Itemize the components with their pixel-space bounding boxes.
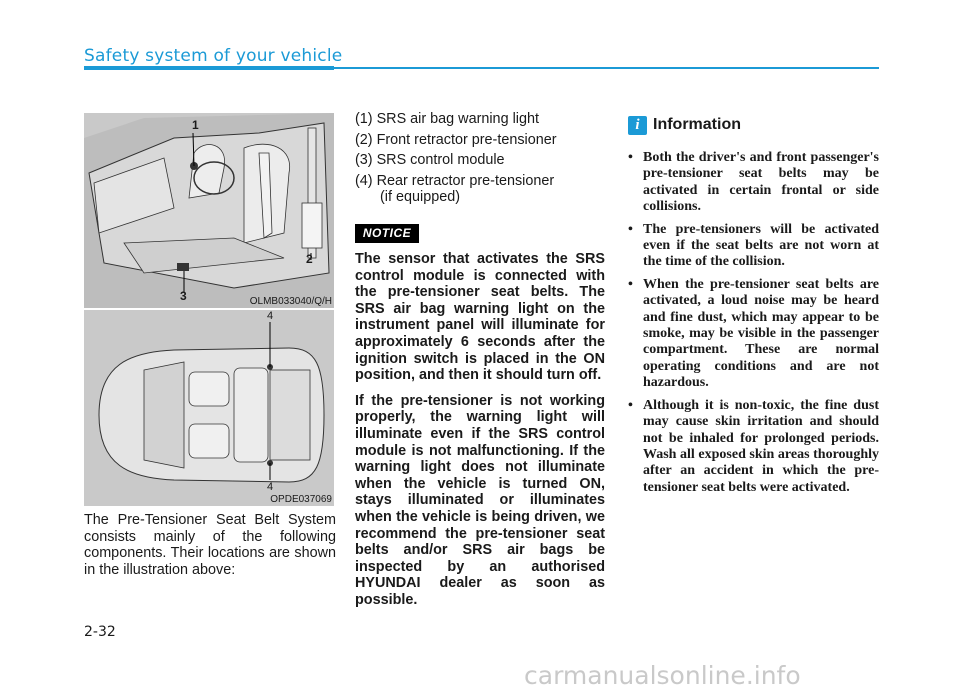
header-accent-bar: [84, 66, 334, 70]
notice-paragraph: If the pre-tensioner is not working properly, the warning light will illuminate even if the SRS control module is not malfunctioning. If the warning light does not illuminate when the vehicle is turned ON, stays illuminated or illuminates when the vehicle is being driven, we recommend the pre-tensioner seat belts and/or SRS air bags be inspected by an authorised HYUNDAI dealer as soon as possible.: [355, 392, 605, 608]
car-interior-drawing: [84, 113, 334, 308]
list-item: [355, 132, 605, 149]
callout-3: 3: [180, 289, 187, 303]
watermark: carmanualsonline.info: [524, 661, 801, 690]
component-list: [355, 111, 605, 210]
information-list: [628, 150, 879, 502]
top-view-illustration: [84, 310, 334, 506]
page-number: 2-32: [84, 624, 116, 640]
callout-2: 2: [306, 252, 313, 266]
callout-1: 1: [192, 118, 199, 132]
section-title: Safety system of your vehicle: [84, 46, 343, 66]
list-item: • The pre-tensioners will be activated even if the seat belts are not worn at the time of the collision.: [628, 222, 879, 271]
notice-badge: NOTICE: [355, 224, 419, 243]
information-title: Information: [653, 116, 741, 133]
list-item: • When the pre-tensioner seat belts are activated, a loud noise may be heard and fine dust, which may appear to be smoke, may be visible in the passenger compartment. These are normal operating conditions and are not hazardous.: [628, 277, 879, 392]
system-description: The Pre-Tensioner Seat Belt System consists mainly of the following components. Their locations are shown in the illustration above:: [84, 512, 336, 578]
list-item: • Both the driver's and front passenger's pre-tensioner seat belts may be activated in certain frontal or side collisions.: [628, 150, 879, 216]
callout-4-bottom: 4: [267, 481, 274, 493]
component-label: (4) Rear retractor pre-tensioner: [355, 172, 555, 189]
list-item: • Although it is non-toxic, the fine dust may cause skin irritation and should not be inhaled for prolonged periods. Wash all exposed skin areas thoroughly after an accident in which the pre-tensioner seat belts were activated.: [628, 398, 879, 496]
interior-illustration: [84, 113, 334, 308]
component-label: (2) Front retractor pre-tensioner: [355, 131, 557, 148]
component-note: (if equipped): [380, 189, 460, 206]
component-label: (3) SRS control module: [355, 152, 505, 169]
notice-paragraph: The sensor that activates the SRS control module is connected with the pre-tensioner seat belts. The SRS air bag warning light on the instrument panel will illuminate for approximately 6 seconds after the ignition switch is placed in the ON position, and then it should turn off.: [355, 251, 605, 384]
figure-code: OPDE037069: [270, 494, 332, 505]
list-item: [355, 111, 605, 128]
notice-body: [355, 251, 605, 617]
header-rule: [334, 67, 879, 69]
car-top-view-drawing: [84, 310, 334, 506]
list-item: [355, 173, 605, 206]
information-icon: i: [628, 116, 647, 135]
component-label: (1) SRS air bag warning light: [355, 111, 539, 127]
figure-code: OLMB033040/Q/H: [249, 296, 332, 307]
list-item: [355, 152, 605, 169]
callout-4-top: 4: [267, 310, 274, 322]
